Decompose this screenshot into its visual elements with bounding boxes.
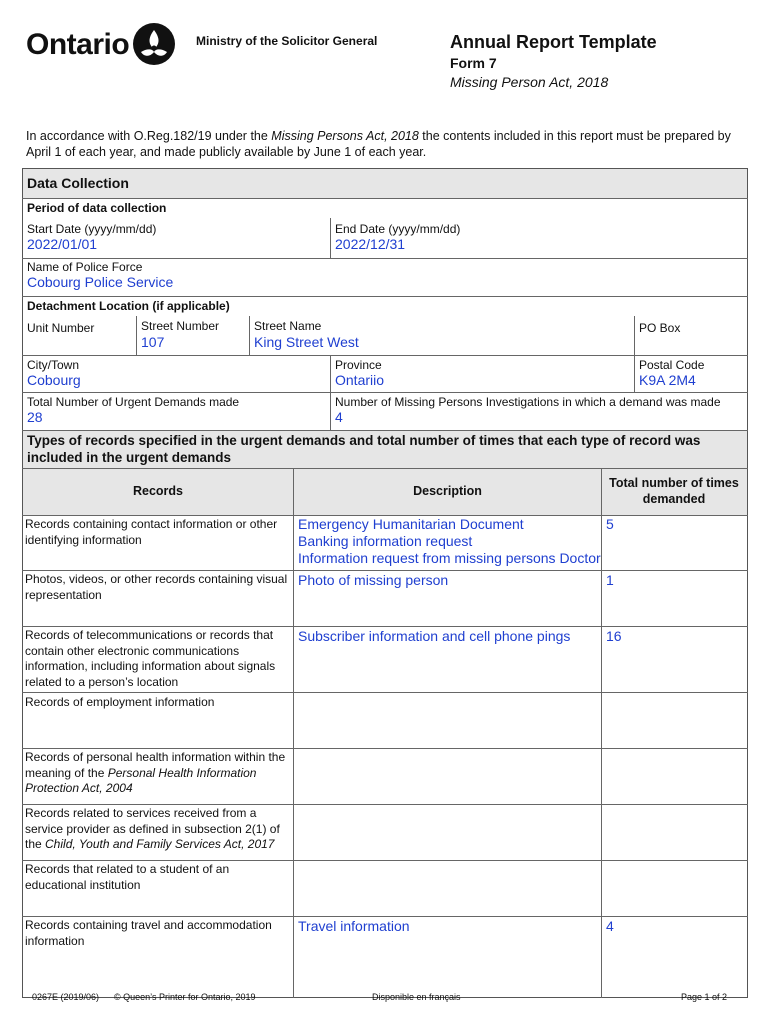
city-field[interactable]: Cobourg xyxy=(27,372,81,388)
province-field[interactable]: Ontariio xyxy=(335,372,385,388)
street-name-field[interactable]: King Street West xyxy=(254,334,359,350)
data-collection-heading: Data Collection xyxy=(27,175,129,191)
act-name: Missing Person Act, 2018 xyxy=(450,74,609,90)
row-label-employment: Records of employment information xyxy=(25,695,215,709)
row-total-photos[interactable]: 1 xyxy=(606,572,614,588)
row-desc-travel[interactable]: Travel information xyxy=(298,918,410,934)
street-name-label: Street Name xyxy=(254,319,322,333)
postal-code-field[interactable]: K9A 2M4 xyxy=(639,372,696,388)
row-total-telecom[interactable]: 16 xyxy=(606,628,622,644)
copyright: © Queen’s Printer for Ontario, 2019 xyxy=(114,992,256,1002)
trillium-logo-icon xyxy=(132,22,176,66)
detachment-label: Detachment Location (if applicable) xyxy=(27,299,230,313)
period-label: Period of data collection xyxy=(27,201,167,215)
row-desc-contact-1[interactable]: Emergency Humanitarian Document xyxy=(298,516,524,532)
start-date-field[interactable]: 2022/01/01 xyxy=(27,236,98,252)
records-section-heading: Types of records specified in the urgent demands and total number of times that each type of record was included in the urgent demands xyxy=(27,433,701,465)
col-description-header: Description xyxy=(413,484,482,498)
form-number: Form 7 xyxy=(450,55,497,71)
row-desc-telecom[interactable]: Subscriber information and cell phone pings xyxy=(298,628,571,644)
page-title: Annual Report Template xyxy=(450,32,657,52)
ministry-name: Ministry of the Solicitor General xyxy=(196,34,378,48)
row-label-travel: Records containing travel and accommodation information xyxy=(25,918,272,948)
unit-number-label: Unit Number xyxy=(27,321,95,335)
investigations-label: Number of Missing Persons Investigations in which a demand was made xyxy=(335,395,721,409)
police-force-label: Name of Police Force xyxy=(27,260,143,274)
row-total-contact[interactable]: 5 xyxy=(606,516,614,532)
end-date-field[interactable]: 2022/12/31 xyxy=(335,236,406,252)
province-label: Province xyxy=(335,358,382,372)
police-force-field[interactable]: Cobourg Police Service xyxy=(27,274,174,290)
street-number-field[interactable]: 107 xyxy=(141,334,165,350)
postal-code-label: Postal Code xyxy=(639,358,705,372)
urgent-demands-label: Total Number of Urgent Demands made xyxy=(27,395,240,409)
form-code: 0267E (2019/06) xyxy=(32,992,100,1002)
end-date-label: End Date (yyyy/mm/dd) xyxy=(335,222,461,236)
row-desc-contact-2[interactable]: Banking information request xyxy=(298,533,473,549)
street-number-label: Street Number xyxy=(141,319,220,333)
col-total-header: Total number of times demanded xyxy=(609,476,739,506)
row-label-telecom: Records of telecommunications or records that contain other electronic communications information, including information about signals related to a person’s location xyxy=(25,628,276,689)
row-label-health: Records of personal health information within the meaning of the Personal Health Information Protection Act, 2004 xyxy=(25,750,286,795)
investigations-field[interactable]: 4 xyxy=(335,409,343,425)
start-date-label: Start Date (yyyy/mm/dd) xyxy=(27,222,157,236)
row-label-photos: Photos, videos, or other records containing visual representation xyxy=(25,572,288,602)
row-label-student: Records that related to a student of an educational institution xyxy=(25,862,230,892)
data-collection-header-bg xyxy=(23,169,747,198)
col-records-header: Records xyxy=(132,484,184,498)
city-label: City/Town xyxy=(27,358,80,372)
po-box-label: PO Box xyxy=(639,321,681,335)
french-available: Disponible en français xyxy=(372,992,461,1002)
row-desc-contact-3[interactable]: Information request from missing persons Doctor xyxy=(298,550,601,566)
row-total-travel[interactable]: 4 xyxy=(606,918,614,934)
intro-paragraph: In accordance with O.Reg.182/19 under the Missing Persons Act, 2018 the contents included in this report must be prepared by April 1 of each year, and made publicly available by June 1 of each year. xyxy=(26,129,731,159)
row-desc-photos[interactable]: Photo of missing person xyxy=(298,572,449,588)
row-label-contact: Records containing contact information or other identifying information xyxy=(25,517,278,547)
urgent-demands-field[interactable]: 28 xyxy=(27,409,43,425)
page-number: Page 1 of 2 xyxy=(681,992,728,1002)
ontario-logo-text: Ontario xyxy=(26,28,130,61)
row-label-services: Records related to services received from a service provider as defined in subsection 2(1) of the Child, Youth and Family Services Act, 2017 xyxy=(25,806,280,851)
